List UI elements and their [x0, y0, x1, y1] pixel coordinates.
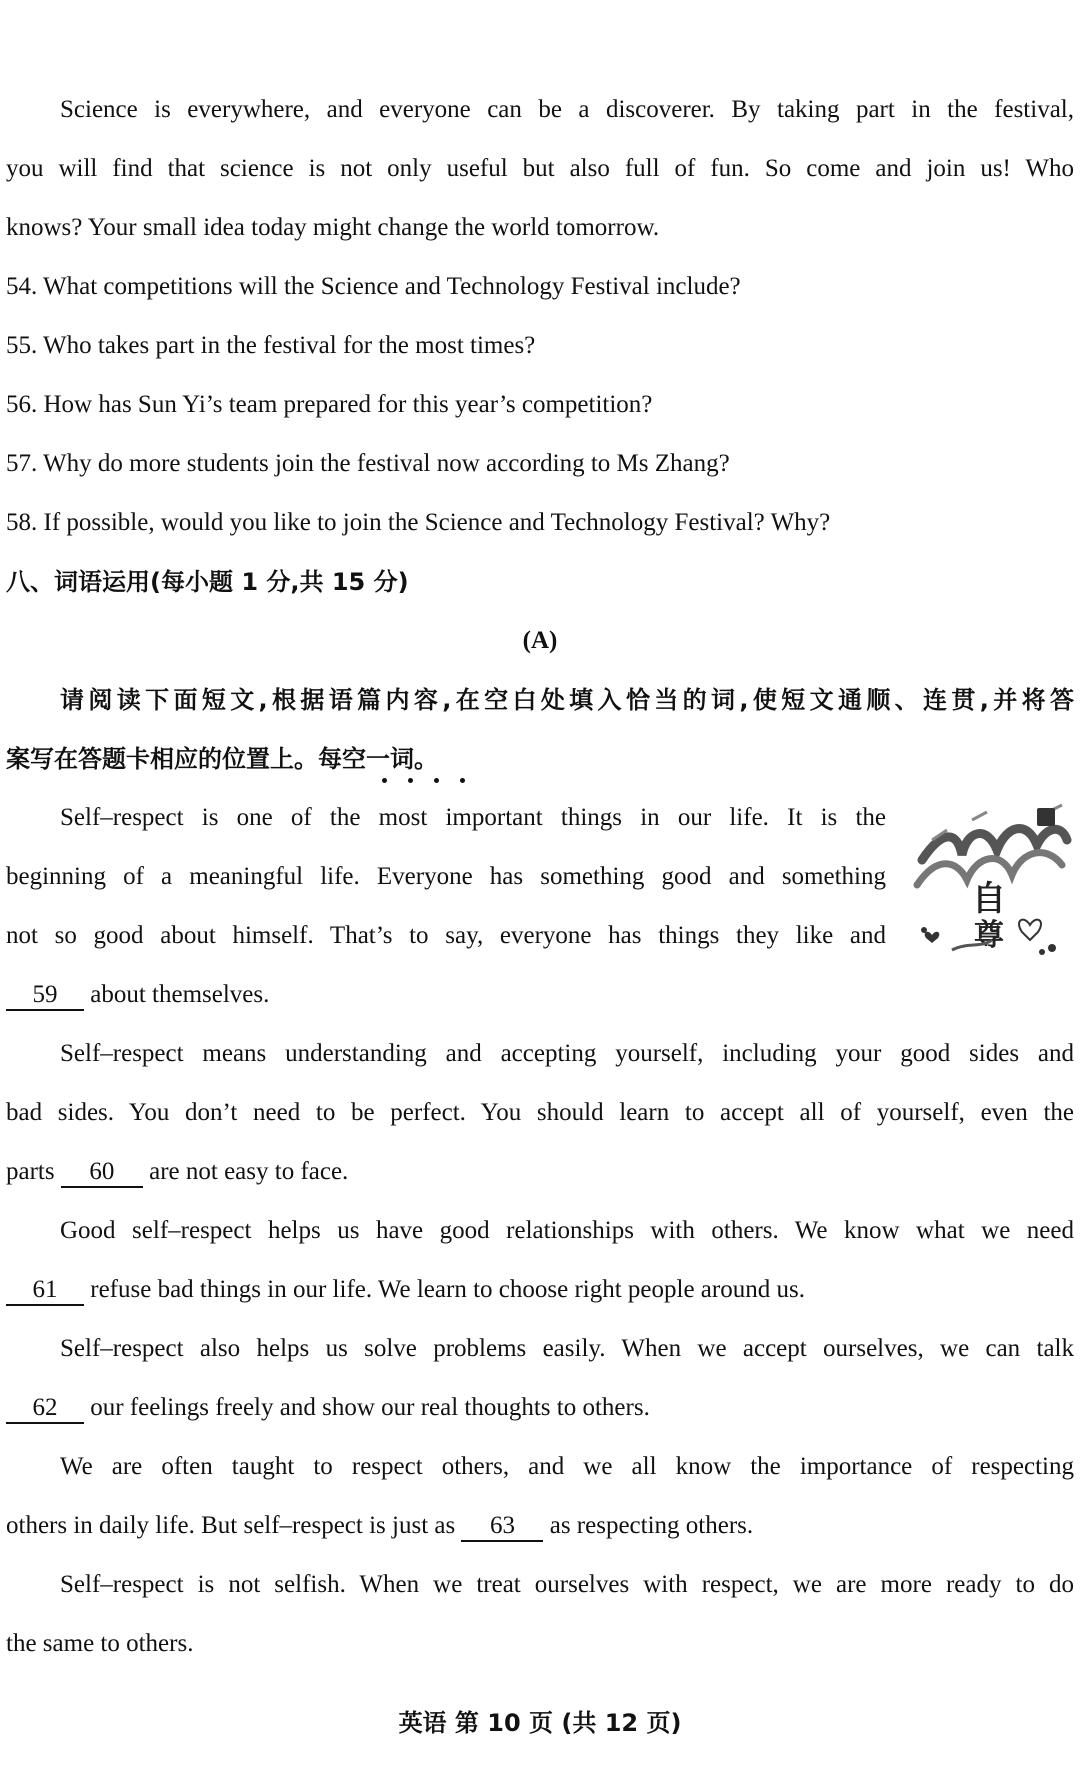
passage-p4-line-2-text: our feelings freely and show our real thoughts to others.: [90, 1394, 650, 1421]
passage-p1-line-1: Self–respect is one of the most important things in our life. It is the: [60, 804, 886, 831]
passage-p3-line-1: Good self–respect helps us have good relationships with others. We know what we need: [60, 1217, 1074, 1244]
blank-60[interactable]: 60: [61, 1158, 143, 1188]
passage-p2-line-3-after: are not easy to face.: [149, 1158, 349, 1185]
passage-p5-line-2-before: others in daily life. But self–respect is just as: [6, 1512, 456, 1539]
closing-paragraph-line-2: you will find that science is not only useful but also full of fun. So come and join us! Who: [6, 155, 1074, 182]
illustration-char-top: 自: [972, 879, 1006, 919]
passage-p2-line-2: bad sides. You don’t need to be perfect. You should learn to accept all of yourself, even the: [6, 1099, 1074, 1126]
question-58: 58. If possible, would you like to join the Science and Technology Festival? Why?: [6, 509, 831, 536]
illustration-char-bottom: 尊: [974, 918, 1004, 953]
part-label: (A): [522, 627, 558, 654]
passage-p6-line-1: Self–respect is not selfish. When we treat ourselves with respect, we are more ready to do: [60, 1571, 1074, 1598]
self-respect-illustration-icon: [912, 800, 1072, 960]
closing-paragraph-line-1: Science is everywhere, and everyone can be a discoverer. By taking part in the festival,: [60, 96, 1074, 123]
closing-paragraph-line-3: knows? Your small idea today might change the world tomorrow.: [6, 214, 660, 241]
instruction-line-1: 请阅读下面短文,根据语篇内容,在空白处填入恰当的词,使短文通顺、连贯,并将答: [60, 686, 1074, 714]
question-57: 57. Why do more students join the festival now according to Ms Zhang?: [6, 450, 730, 477]
passage-p1-line-4: [6, 979, 269, 1011]
blank-63[interactable]: 63: [461, 1512, 543, 1542]
blank-61[interactable]: 61: [6, 1276, 84, 1306]
passage-p2-line-1: Self–respect means understanding and accepting yourself, including your good sides and: [60, 1040, 1074, 1067]
passage-p3-line-2-text: refuse bad things in our life. We learn to choose right people around us.: [90, 1276, 805, 1303]
instruction-line-2: 案写在答题卡相应的位置上。每空一词。: [6, 745, 438, 773]
passage-p5-line-2-after: as respecting others.: [549, 1512, 754, 1539]
blank-59[interactable]: 59: [6, 981, 84, 1011]
emphasis-dots: [378, 778, 478, 786]
passage-p4-line-1: Self–respect also helps us solve problems easily. When we accept ourselves, we can talk: [60, 1335, 1074, 1362]
question-54: 54. What competitions will the Science and Technology Festival include?: [6, 273, 741, 300]
passage-p6-line-2: the same to others.: [6, 1630, 194, 1657]
question-56: 56. How has Sun Yi’s team prepared for this year’s competition?: [6, 391, 653, 418]
passage-p5-line-2: [6, 1510, 753, 1542]
blank-62[interactable]: 62: [6, 1394, 84, 1424]
page-footer: 英语 第 10 页 (共 12 页): [398, 1709, 682, 1737]
passage-p3-line-2: [6, 1274, 805, 1306]
section-heading: 八、词语运用(每小题 1 分,共 15 分): [6, 568, 409, 596]
passage-p5-line-1: We are often taught to respect others, and we all know the importance of respecting: [60, 1453, 1074, 1480]
passage-p1-line-4-text: about themselves.: [90, 981, 270, 1008]
passage-p2-line-3-before: parts: [6, 1158, 55, 1185]
question-55: 55. Who takes part in the festival for the most times?: [6, 332, 536, 359]
passage-p2-line-3: [6, 1156, 348, 1188]
passage-p4-line-2: [6, 1392, 650, 1424]
passage-p1-line-3: not so good about himself. That’s to say, everyone has things they like and: [6, 922, 886, 949]
passage-p1-line-2: beginning of a meaningful life. Everyone has something good and something: [6, 863, 886, 890]
